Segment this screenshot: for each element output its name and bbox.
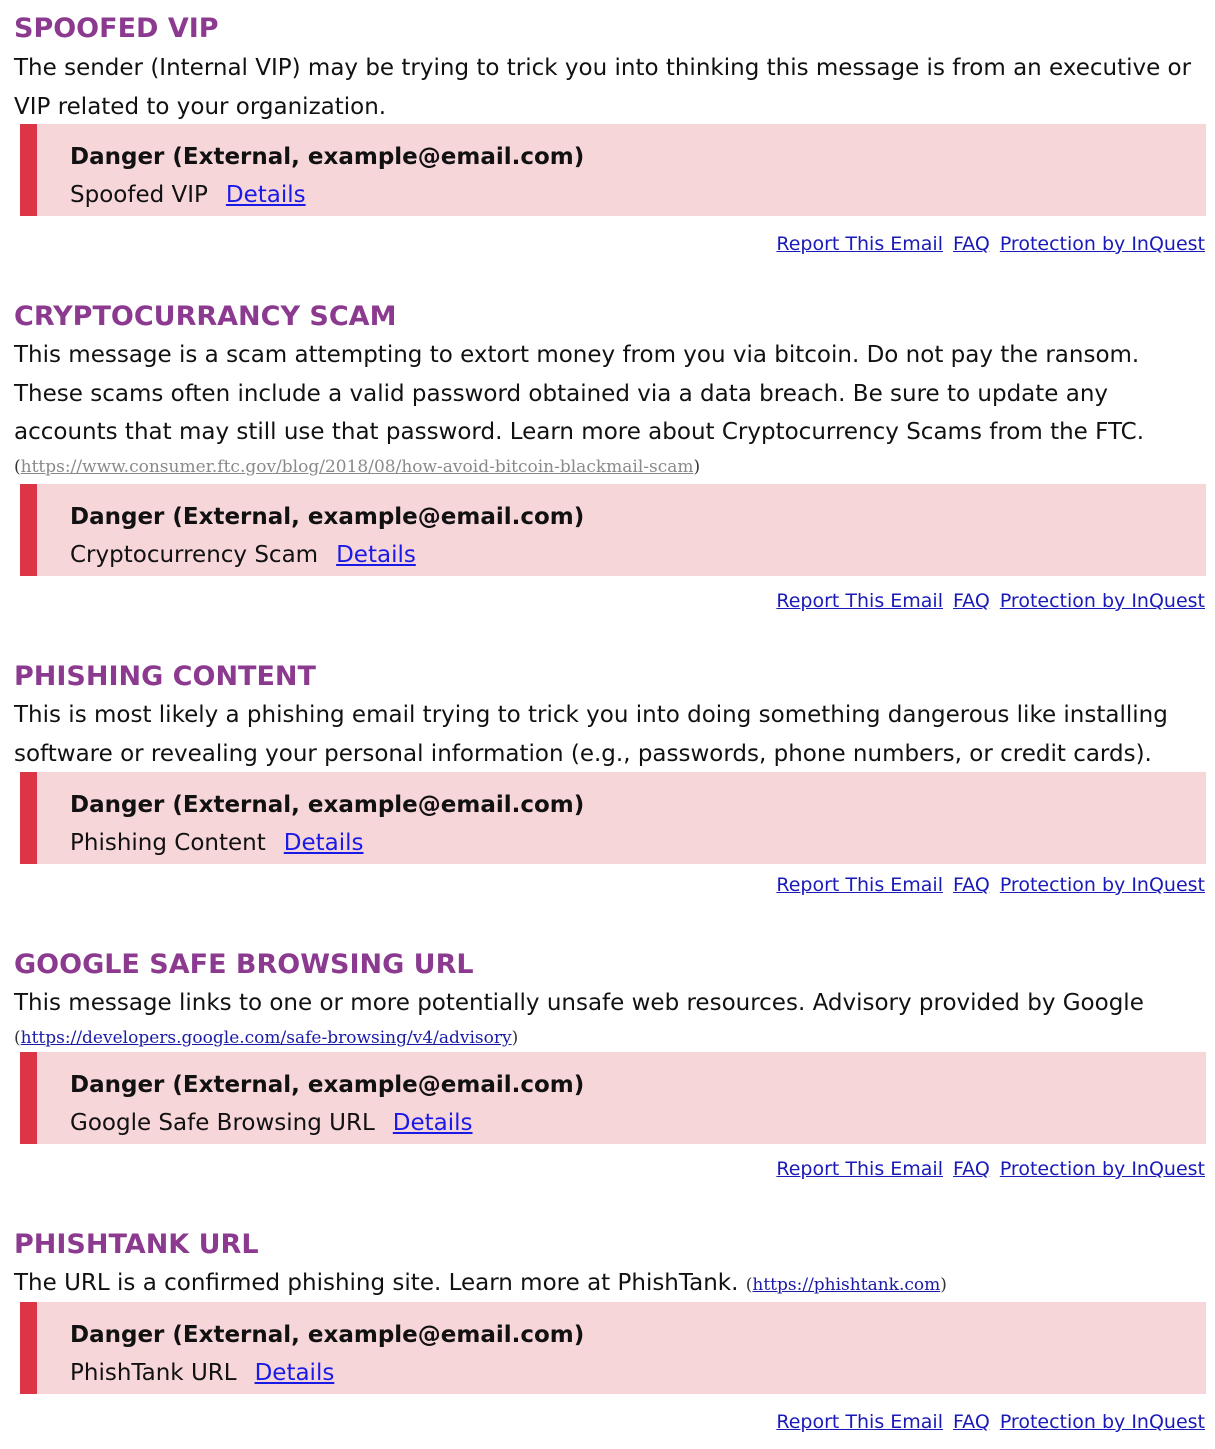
protection-link[interactable]: Protection by InQuest — [999, 874, 1205, 896]
protection-link[interactable]: Protection by InQuest — [999, 1411, 1205, 1433]
alert-subtitle — [70, 180, 306, 210]
alert-label: Phishing Content — [70, 830, 266, 856]
alert-title: Danger (External, example@email.com) — [70, 144, 585, 170]
source-url-link[interactable]: https://phishtank.com — [752, 1275, 941, 1295]
section-spoofed-vip — [0, 12, 1215, 262]
protection-link[interactable]: Protection by InQuest — [999, 233, 1205, 255]
details-link[interactable]: Details — [283, 830, 364, 856]
faq-link[interactable]: FAQ — [953, 874, 990, 896]
report-email-link[interactable]: Report This Email — [776, 590, 943, 612]
footer-links — [766, 232, 1205, 256]
section-description: This message is a scam attempting to extort money from you via bitcoin. Do not pay the ransom. These scams often include a valid password obtained via a data breach. Be sure to update any accounts that may still use that password. Learn more about Cryptocurrency Scams from the FTC. — [14, 342, 1145, 445]
alert-label: Cryptocurrency Scam — [70, 542, 319, 568]
alert-title: Danger (External, example@email.com) — [70, 1072, 585, 1098]
danger-alert — [20, 484, 1206, 576]
section-description: The sender (Internal VIP) may be trying to trick you into thinking this message is from an executive or VIP related to your organization. — [14, 55, 1192, 120]
section-title: SPOOFED VIP — [14, 13, 219, 44]
footer-links — [766, 1157, 1205, 1181]
alert-title: Danger (External, example@email.com) — [70, 504, 585, 530]
alert-subtitle — [70, 540, 416, 570]
section-phishtank-url — [0, 1228, 1215, 1449]
footer-links — [766, 589, 1205, 613]
section-description — [14, 1264, 1209, 1303]
section-title: PHISHTANK URL — [14, 1229, 259, 1260]
section-title: PHISHING CONTENT — [14, 661, 316, 692]
footer-links — [766, 873, 1205, 897]
source-url-line: (https://developers.google.com/safe-browsing/v4/advisory) — [14, 1028, 519, 1048]
alert-title: Danger (External, example@email.com) — [70, 1322, 585, 1348]
section-cryptocurrency-scam — [0, 300, 1215, 620]
footer-links — [766, 1410, 1205, 1434]
source-url-link[interactable]: https://www.consumer.ftc.gov/blog/2018/08/how-avoid-bitcoin-blackmail-scam — [20, 457, 694, 477]
danger-alert — [20, 772, 1206, 864]
section-phishing-content — [0, 660, 1215, 910]
details-link[interactable]: Details — [392, 1110, 473, 1136]
report-email-link[interactable]: Report This Email — [776, 1158, 943, 1180]
alert-subtitle — [70, 1358, 334, 1388]
section-description: This message links to one or more potentially unsafe web resources. Advisory provided by Google — [14, 990, 1144, 1016]
details-link[interactable]: Details — [225, 182, 306, 208]
section-google-safe-browsing — [0, 948, 1215, 1198]
section-description: This is most likely a phishing email trying to trick you into doing something dangerous like installing software or revealing your personal information (e.g., passwords, phone numbers, or credit cards). — [14, 702, 1168, 767]
description-text: The URL is a confirmed phishing site. Learn more at PhishTank. — [14, 1270, 739, 1296]
source-url-line: (https://phishtank.com) — [745, 1275, 947, 1295]
danger-alert — [20, 1052, 1206, 1144]
protection-link[interactable]: Protection by InQuest — [999, 1158, 1205, 1180]
danger-alert — [20, 1302, 1206, 1394]
faq-link[interactable]: FAQ — [953, 1411, 990, 1433]
details-link[interactable]: Details — [254, 1360, 335, 1386]
danger-alert — [20, 124, 1206, 216]
section-title: CRYPTOCURRANCY SCAM — [14, 301, 397, 332]
report-email-link[interactable]: Report This Email — [776, 233, 943, 255]
alert-label: Google Safe Browsing URL — [70, 1110, 375, 1136]
alert-label: PhishTank URL — [70, 1360, 237, 1386]
report-email-link[interactable]: Report This Email — [776, 1411, 943, 1433]
details-link[interactable]: Details — [336, 542, 416, 568]
protection-link[interactable]: Protection by InQuest — [999, 590, 1205, 612]
faq-link[interactable]: FAQ — [953, 1158, 990, 1180]
alert-subtitle — [70, 828, 364, 858]
report-email-link[interactable]: Report This Email — [776, 874, 943, 896]
source-url-link[interactable]: https://developers.google.com/safe-browsing/v4/advisory — [20, 1028, 512, 1048]
source-url-line: (https://www.consumer.ftc.gov/blog/2018/08/how-avoid-bitcoin-blackmail-scam) — [14, 457, 701, 477]
alert-subtitle — [70, 1108, 473, 1138]
alert-title: Danger (External, example@email.com) — [70, 792, 585, 818]
section-title: GOOGLE SAFE BROWSING URL — [14, 949, 474, 980]
alert-label: Spoofed VIP — [70, 182, 208, 208]
faq-link[interactable]: FAQ — [953, 590, 990, 612]
faq-link[interactable]: FAQ — [953, 233, 990, 255]
